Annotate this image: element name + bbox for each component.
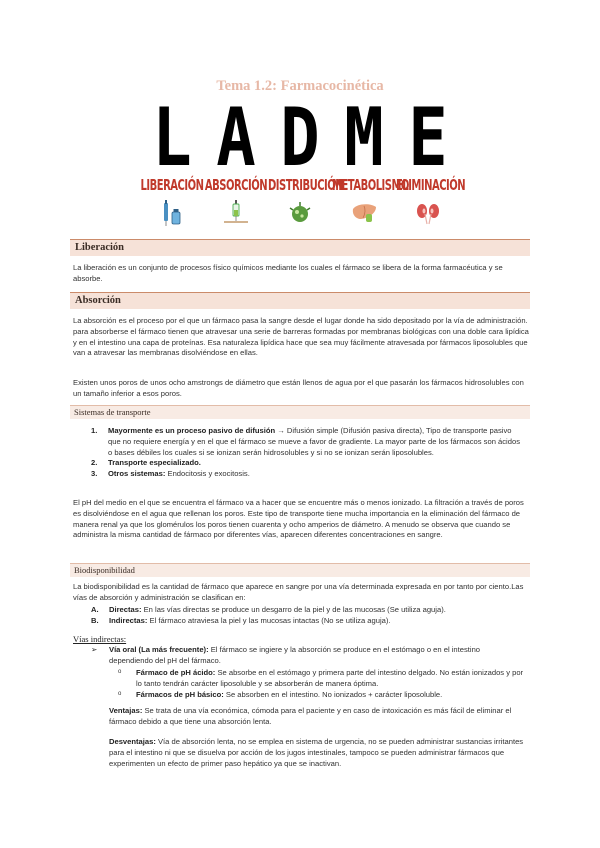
subheading-sistemas-transporte	[70, 405, 530, 419]
list-marker: A.	[91, 605, 99, 614]
stage-label-liberacion: LIBERACIÓN	[140, 178, 204, 195]
via-oral-item	[73, 645, 523, 667]
ventajas-label: Ventajas:	[109, 706, 143, 715]
ventajas-text: Se trata de una vía económica, cómoda para el paciente y en caso de intoxicación es más fácil de eliminar el fármaco debido a que tiene una absorción lenta.	[109, 706, 512, 726]
subheading-sistemas-transporte-text: Sistemas de transporte	[74, 407, 151, 417]
ph-sublist	[109, 668, 524, 700]
list-item-bold: Mayormente es un proceso pasivo de difusión	[108, 426, 276, 435]
biodisponibilidad-paragraph: La biodisponibilidad es la cantidad de fármaco que aparece en sangre por una vía determinada expresada en por tanto por ciento.Las vías de absorción y administración se clasifican en:	[73, 582, 524, 602]
vias-list	[73, 605, 523, 627]
stage-label-metabolismo: METABOLISMO	[332, 178, 409, 195]
section-heading-liberacion-text: Liberación	[75, 242, 124, 253]
list-item-bold: Directas:	[109, 605, 142, 614]
list-marker: 2.	[91, 458, 98, 468]
list-item-text: Se absorbe en el estómago y primera parte del intestino delgado. No están ionizados y por lo tanto tendrán carácter liposoluble y se absorberán de manera óptima.	[136, 668, 524, 688]
list-item-text: → Difusión simple (Difusión pasiva directa), Tipo de transporte pasivo que no requiere energía y en el que el fármaco se mueve a favor de gradiente. La mayor parte de los fármacos son ácidos o bases débiles los cuales si se ionizan serán hidrosolubles y si no se ionizan serán liposolubles.	[108, 426, 520, 457]
transporte-list	[73, 426, 523, 480]
ladme-letter-e: E	[408, 91, 448, 184]
arrow-marker: ➢	[91, 645, 98, 654]
page-title: Tema 1.2: Farmacocinética	[216, 78, 384, 94]
list-item	[73, 469, 523, 480]
stage-label-eliminacion: ELIMINACIÓN	[396, 178, 466, 195]
ladme-banner	[140, 91, 466, 226]
desventajas-paragraph	[109, 737, 529, 769]
transporte-paragraph: El pH del medio en el que se encuentra el fármaco va a hacer que se encuentre más o menos ionizado. La filtración a través de poros es disolviéndose en el agua que rellenan los poros. Este tipo de transporte tiene mucha importancia en la eliminación del fármaco de manera renal ya que los glomérulos los poros tienen cuarenta y ocho amperios de diámetro. A menudo se observa que cuando se administra la misma cantidad de fármaco por diferentes vías, aparecen diferentes concentraciones en sangre.	[73, 498, 524, 540]
desventajas-text: Vía de absorción lenta, no se emplea en sistema de urgencia, no se pueden administrar sustancias irritantes para el intestino ni que se disuelva por acción de los jugos intestinales, tampoco se pueden administrar fármacos que experimenten un efecto de primer paso hepático ya que se inactivan.	[109, 737, 524, 768]
virus-icon	[268, 200, 332, 226]
list-item-bold: Indirectas:	[109, 615, 148, 625]
list-item	[73, 616, 523, 627]
subheading-biodisponibilidad	[70, 563, 530, 577]
ladme-letter-d: D	[280, 91, 320, 184]
list-item-bold: Transporte especializado.	[108, 458, 201, 468]
ladme-letter-a: A	[216, 91, 256, 184]
stage-label-distribucion: DISTRIBUCIÓN	[268, 178, 344, 195]
list-marker: B.	[91, 615, 99, 625]
subheading-biodisponibilidad-text: Biodisponibilidad	[74, 565, 135, 575]
vias-indirectas-title: Vías indirectas:	[73, 634, 127, 644]
list-item-text: Endocitosis y exocitosis.	[165, 469, 250, 479]
list-item-bold: Otros sistemas:	[108, 469, 166, 479]
list-item-text: En las vías directas se produce un desgarro de la piel y de las mucosas (Se utiliza aguja).	[141, 605, 446, 614]
list-marker: 3.	[91, 469, 98, 479]
via-oral-bold: Vía oral (La más frecuente):	[109, 645, 209, 654]
ladme-letter-l: L	[152, 91, 192, 184]
ladme-stage-labels	[140, 176, 466, 198]
list-item-bold: Fármacos de pH básico:	[136, 689, 224, 699]
list-item-text: Se absorben en el intestino. No ionizados + carácter liposoluble.	[223, 689, 443, 699]
absorcion-paragraph-1: La absorción es el proceso por el que un fármaco pasa la sangre desde el lugar donde ha sido depositado por la vía de administración. para absorberse el fármaco tienen que atravesar una serie de barreras formadas por membranas biológicas con una doble cara lipídica y en el intestino una capa de proteínas. Esa naturaleza lipídica hace que sea muy fácilmente atravesada por fármacos liposolubles que van a atravesar las membranas disolviéndose en ellas.	[73, 316, 529, 358]
desventajas-label: Desventajas:	[109, 737, 156, 746]
ventajas-paragraph	[109, 706, 529, 728]
absorcion-paragraph-2: Existen unos poros de unos ocho amstrongs de diámetro que están llenos de agua por el que pasarán los fármacos hidrosolubles con un tamaño inferior a esos poros.	[73, 378, 524, 398]
syringe-icon	[204, 200, 268, 226]
ladme-letters	[140, 91, 460, 184]
ladme-stage-icons	[140, 200, 460, 226]
list-item-bold: Fármaco de pH ácido:	[136, 668, 216, 677]
list-item	[109, 690, 524, 701]
list-item	[109, 668, 524, 690]
list-marker: o	[118, 690, 122, 697]
list-marker: o	[118, 669, 122, 675]
liberacion-paragraph: La liberación es un conjunto de procesos físico químicos mediante los cuales el fármaco se libera de la forma farmacéutica y se absorbe.	[73, 263, 503, 283]
section-heading-absorcion	[70, 292, 530, 309]
list-item-text: El fármaco atraviesa la piel y las mucosas intactas (No se utiliza aguja).	[147, 615, 391, 625]
ladme-letter-m: M	[344, 91, 384, 184]
vial-syringe-icon	[140, 200, 204, 226]
liver-icon	[332, 200, 396, 226]
kidneys-icon	[396, 200, 460, 226]
list-marker: 1.	[91, 426, 98, 435]
list-item	[73, 458, 523, 469]
section-heading-liberacion	[70, 239, 530, 256]
list-item	[73, 605, 523, 616]
stage-label-absorcion: ABSORCIÓN	[204, 178, 268, 195]
section-heading-absorcion-text: Absorción	[75, 295, 121, 306]
list-item	[73, 426, 523, 458]
via-oral-text: El fármaco se ingiere y la absorción se produce en el estómago o en el intestino dependiendo del pH del fármaco.	[109, 645, 481, 665]
